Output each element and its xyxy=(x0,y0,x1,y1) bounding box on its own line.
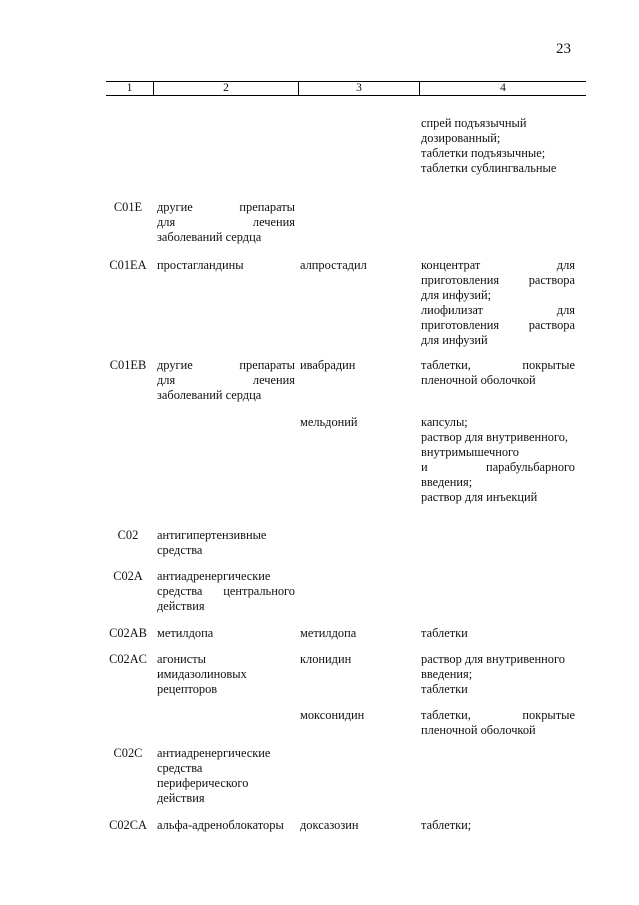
drug-name-cell: моксонидин xyxy=(300,708,365,722)
text-line: таблетки сублингвальные xyxy=(421,161,557,175)
text-line: для инфузий xyxy=(421,333,488,347)
atc-code-cell: C02A xyxy=(113,569,143,583)
text-line: дозированный; xyxy=(421,131,501,145)
text-line: пленочной оболочкой xyxy=(421,373,536,387)
atc-group-cell xyxy=(157,528,295,558)
text-line: и парабульбарного xyxy=(421,460,575,474)
column-header-2: 2 xyxy=(154,82,299,95)
text-line: заболеваний сердца xyxy=(157,230,262,244)
text-line: раствор для внутривенного xyxy=(421,652,565,666)
text-line: раствор для внутривенного, xyxy=(421,430,569,444)
text-line: таблетки подъязычные; xyxy=(421,146,546,160)
text-line: таблетки xyxy=(421,626,468,640)
text-line: альфа-адреноблокаторы xyxy=(157,818,284,832)
text-line: приготовления раствора xyxy=(421,273,575,287)
drug-name-cell: мельдоний xyxy=(300,415,358,429)
drug-name-cell: клонидин xyxy=(300,652,352,666)
text-line: другие препараты xyxy=(157,200,295,214)
dosage-form-cell xyxy=(421,358,575,388)
text-line: средства xyxy=(157,761,203,775)
atc-code-cell: C02AB xyxy=(109,626,147,640)
atc-group-cell xyxy=(157,818,295,833)
atc-group-cell xyxy=(157,358,295,403)
dosage-form-cell xyxy=(421,116,575,176)
text-line: капсулы; xyxy=(421,415,468,429)
atc-code-cell: C01EA xyxy=(109,258,147,272)
text-line: пленочной оболочкой xyxy=(421,723,536,737)
drug-name-cell: метилдопа xyxy=(300,626,357,640)
text-line: концентрат для xyxy=(421,258,575,272)
text-line: периферического xyxy=(157,776,249,790)
atc-group-cell xyxy=(157,258,295,273)
text-line: действия xyxy=(157,599,205,613)
text-line: метилдопа xyxy=(157,626,214,640)
atc-code-cell: C02C xyxy=(113,746,143,760)
text-line: спрей подъязычный xyxy=(421,116,527,130)
drug-name-cell: доксазозин xyxy=(300,818,359,832)
page-number: 23 xyxy=(556,41,571,57)
text-line: таблетки, покрытые xyxy=(421,358,575,372)
text-line: заболеваний сердца xyxy=(157,388,262,402)
atc-group-cell xyxy=(157,652,295,697)
text-line: для лечения xyxy=(157,373,295,387)
atc-group-cell xyxy=(157,200,295,245)
atc-group-cell xyxy=(157,626,295,641)
atc-code-cell: C02 xyxy=(117,528,139,542)
atc-code-cell: C01EB xyxy=(109,358,147,372)
text-line: для лечения xyxy=(157,215,295,229)
text-line: таблетки xyxy=(421,682,468,696)
text-line: рецепторов xyxy=(157,682,218,696)
text-line: простагландины xyxy=(157,258,244,272)
text-line: средства xyxy=(157,543,203,557)
dosage-form-cell xyxy=(421,708,575,738)
dosage-form-cell xyxy=(421,258,575,348)
dosage-form-cell xyxy=(421,415,575,505)
dosage-form-cell xyxy=(421,818,575,833)
atc-group-cell xyxy=(157,746,295,806)
column-header-3: 3 xyxy=(299,82,420,95)
dosage-form-cell xyxy=(421,652,575,697)
text-line: введения; xyxy=(421,667,473,681)
column-header-1: 1 xyxy=(106,82,154,95)
text-line: таблетки, покрытые xyxy=(421,708,575,722)
text-line: для инфузий; xyxy=(421,288,492,302)
drug-name-cell: ивабрадин xyxy=(300,358,356,372)
atc-code-cell: C02CA xyxy=(109,818,147,832)
text-line: антиадренергические xyxy=(157,569,271,583)
text-line: таблетки; xyxy=(421,818,472,832)
text-line: введения; xyxy=(421,475,473,489)
column-header-4: 4 xyxy=(500,82,506,94)
dosage-form-cell xyxy=(421,626,575,641)
text-line: приготовления раствора xyxy=(421,318,575,332)
text-line: антигипертензивные xyxy=(157,528,267,542)
text-line: агонисты xyxy=(157,652,206,666)
text-line: раствор для инъекций xyxy=(421,490,538,504)
atc-group-cell xyxy=(157,569,295,614)
text-line: лиофилизат для xyxy=(421,303,575,317)
column-header-row xyxy=(106,81,586,96)
text-line: внутримышечного xyxy=(421,445,519,459)
text-line: средства центрального xyxy=(157,584,295,598)
drug-name-cell: алпростадил xyxy=(300,258,367,272)
text-line: другие препараты xyxy=(157,358,295,372)
atc-code-cell: C02AC xyxy=(109,652,147,666)
text-line: антиадренергические xyxy=(157,746,271,760)
text-line: имидазолиновых xyxy=(157,667,247,681)
atc-code-cell: C01E xyxy=(113,200,143,214)
text-line: действия xyxy=(157,791,205,805)
